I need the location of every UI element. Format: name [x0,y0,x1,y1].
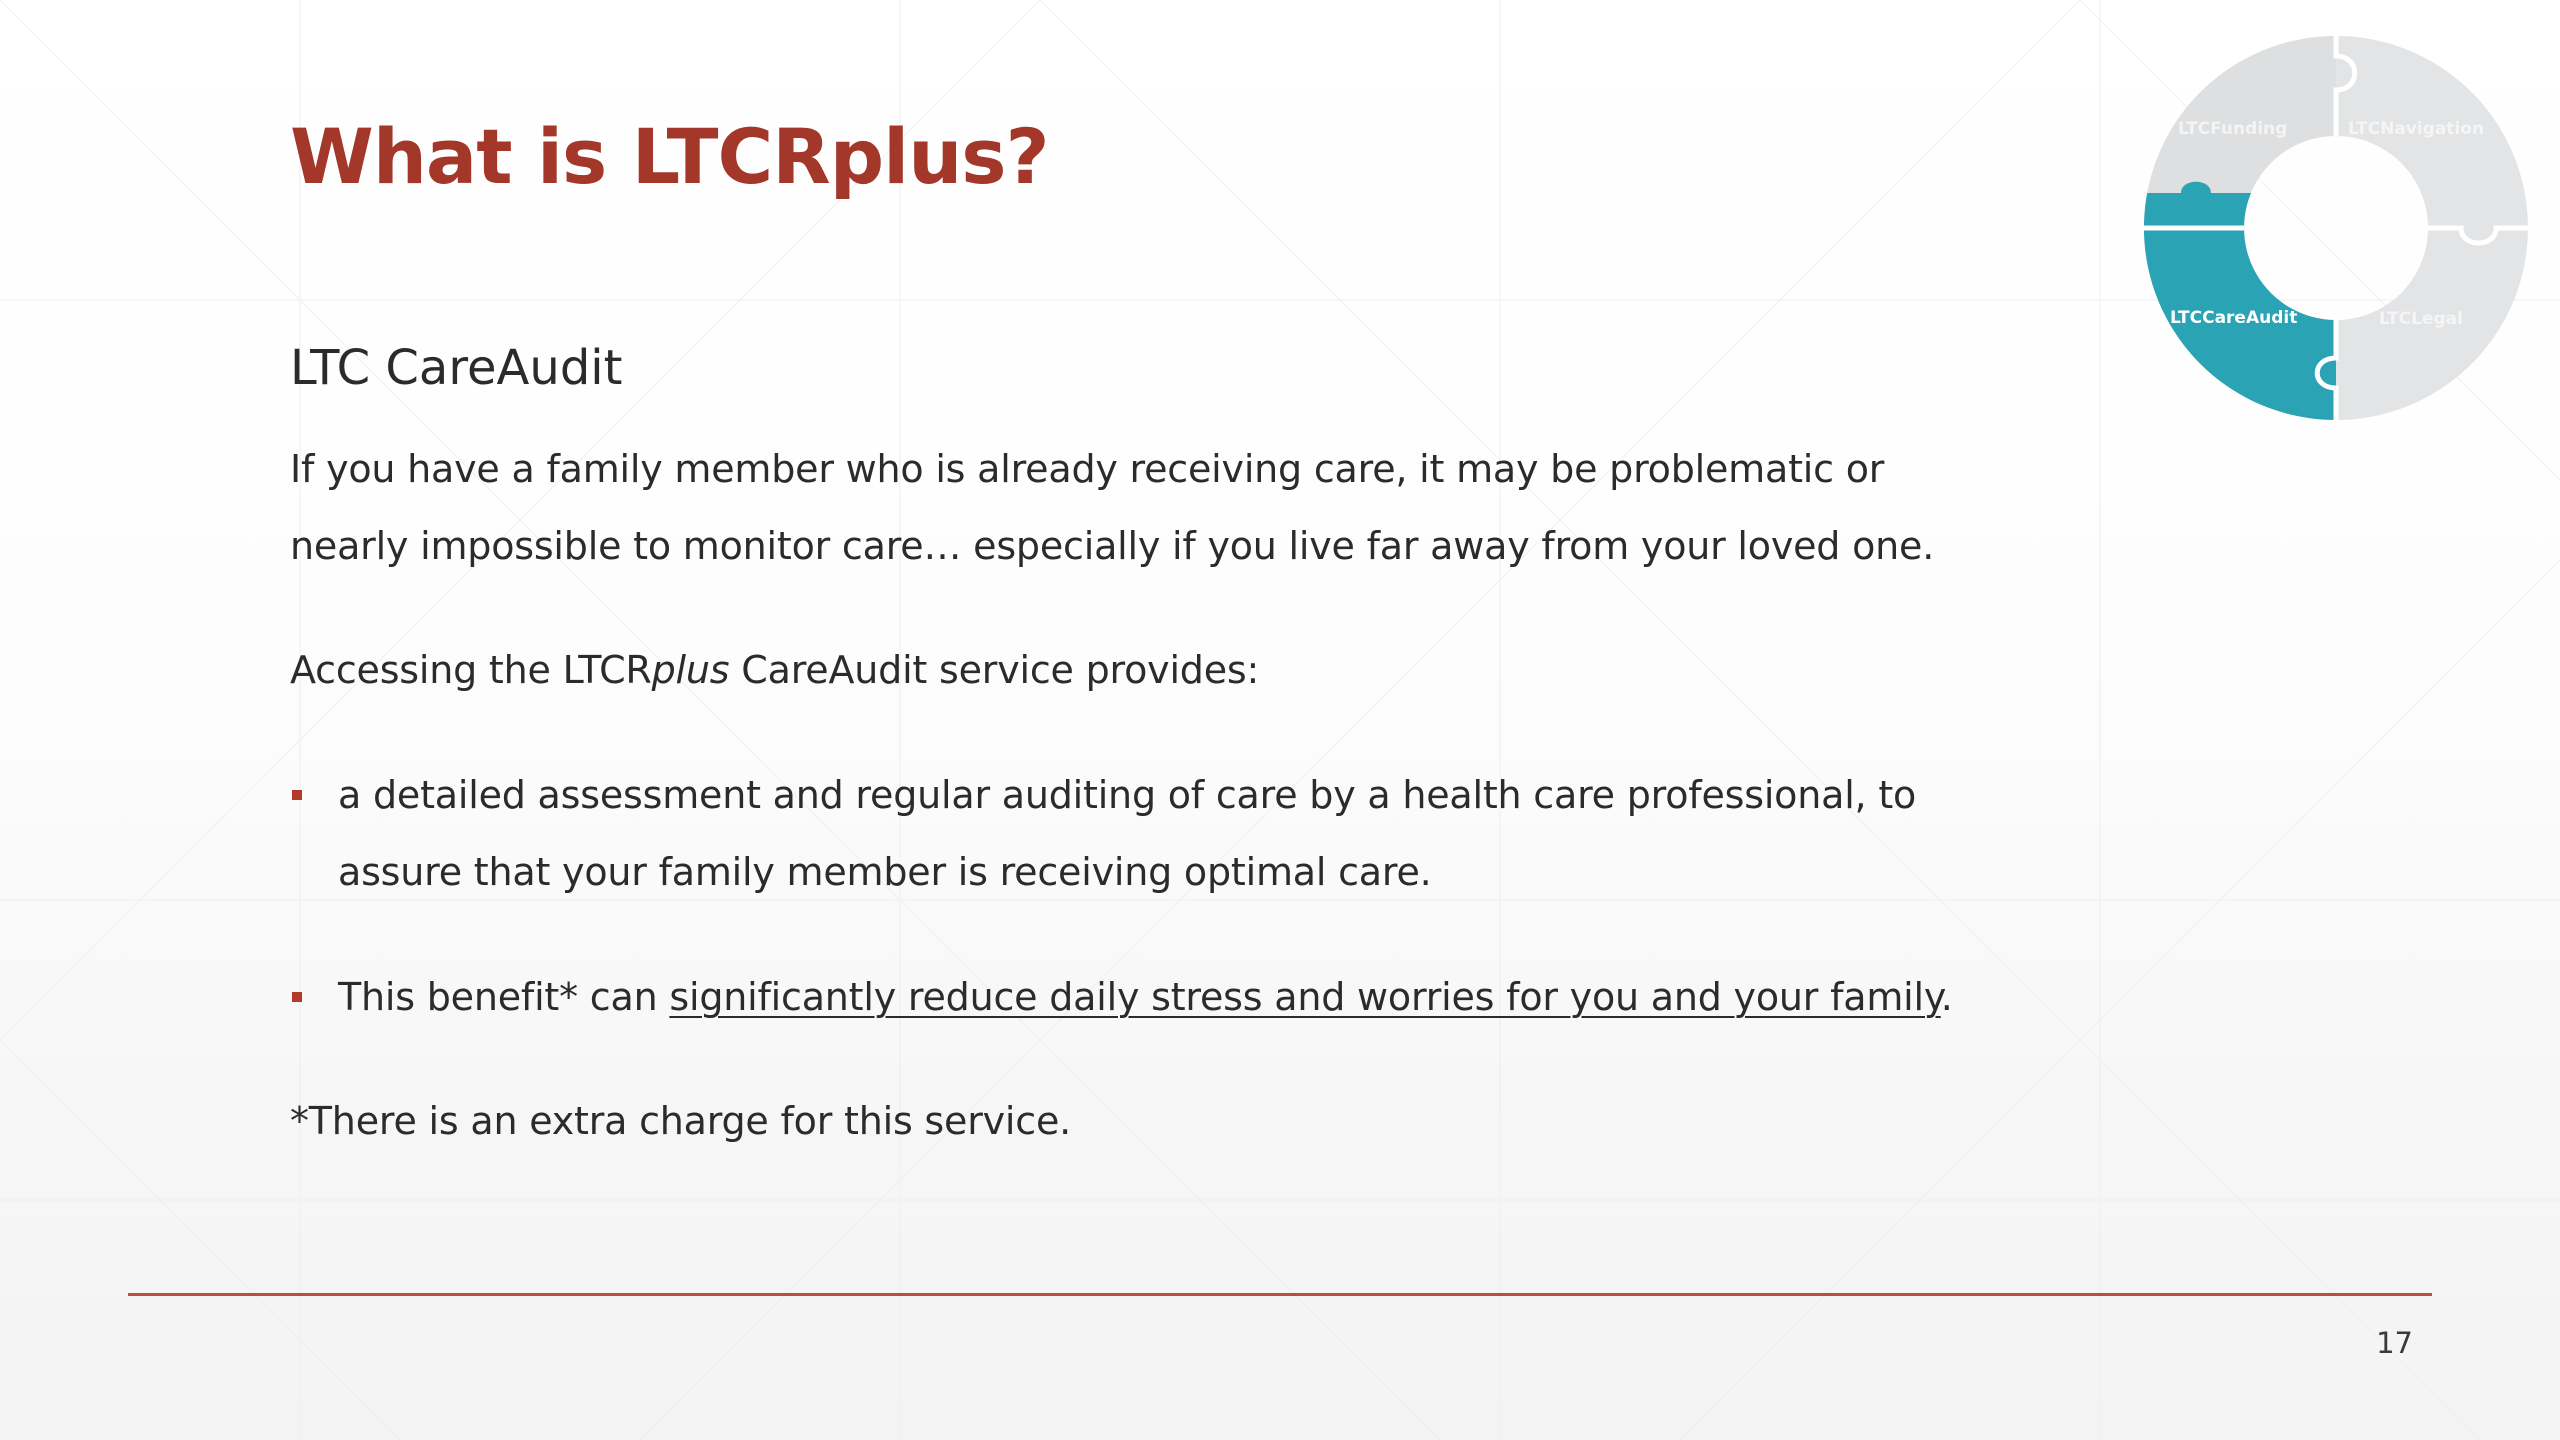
access-italic: plus [651,648,730,692]
benefit-text: a detailed assessment and regular auditing of care by a health care professional, to assure that your family member is receiving optimal care. [338,773,1917,894]
footnote: *There is an extra charge for this service. [290,1099,1072,1143]
benefit-underlined-text: significantly reduce daily stress and worries for you and your family [669,975,1941,1019]
access-prefix: Accessing the LTCR [290,648,652,692]
slide-title: What is LTCRplus? [290,112,1049,201]
puzzle-label-legal: LTCLegal [2379,309,2463,329]
bullet-marker [292,992,302,1002]
puzzle-label-navigation: LTCNavigation [2348,119,2485,139]
benefit-suffix: . [1940,975,1953,1019]
benefit-list-item [290,959,2010,1036]
page-number: 17 [2376,1326,2413,1360]
benefit-list [290,757,2010,1084]
benefit-prefix: This benefit* can [338,975,670,1019]
section-subtitle: LTC CareAudit [290,340,623,396]
footer-divider [128,1293,2432,1296]
access-suffix: CareAudit service provides: [729,648,1260,692]
puzzle-label-funding: LTCFunding [2178,119,2288,139]
benefit-list-item [290,757,2010,911]
puzzle-piece-careaudit [2136,182,2336,428]
access-paragraph [290,632,2010,709]
puzzle-label-careaudit: LTCCareAudit [2170,308,2298,328]
bullet-marker [292,790,302,800]
service-puzzle-graphic [2136,28,2536,428]
intro-paragraph: If you have a family member who is already receiving care, it may be problematic or nearly impossible to monitor care… especially if you live far away from your loved one. [290,447,1935,568]
